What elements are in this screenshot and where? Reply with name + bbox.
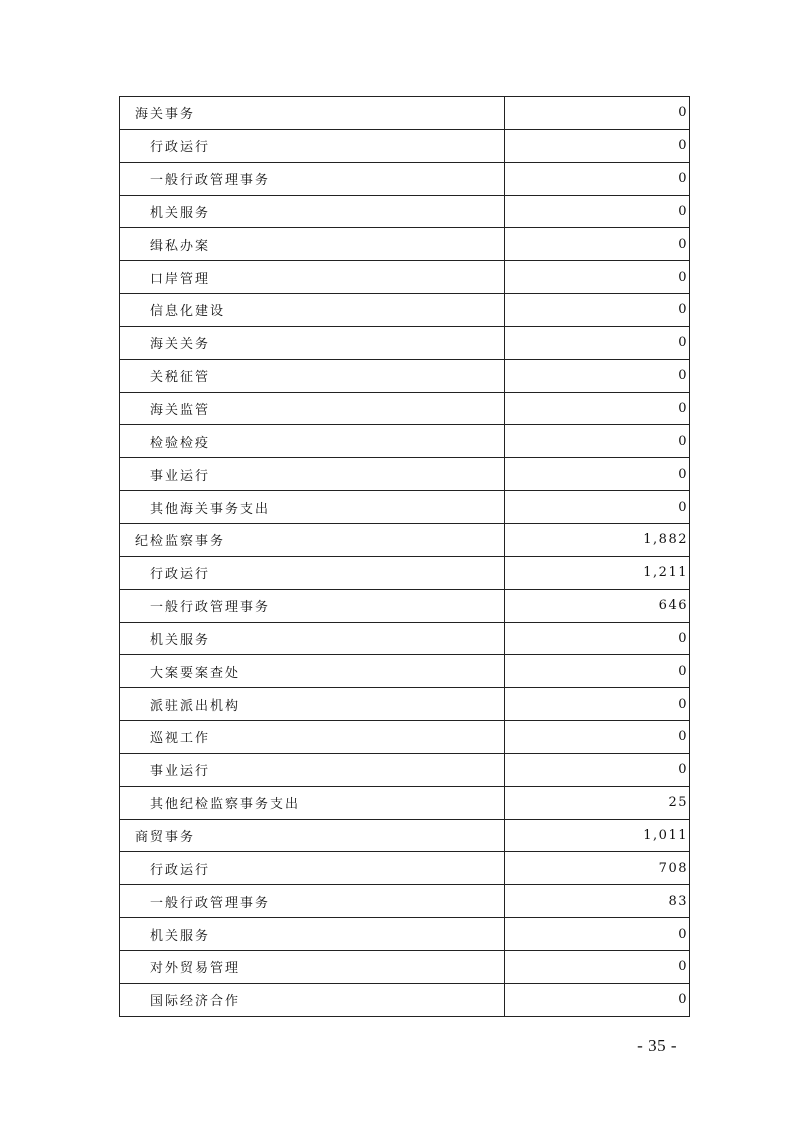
amount-cell: 0 [505, 294, 690, 327]
table-row [120, 425, 690, 458]
table-row [120, 523, 690, 556]
category-label: 纪检监察事务 [120, 523, 505, 556]
table-row [120, 97, 690, 130]
subcategory-label: 行政运行 [120, 129, 505, 162]
amount-cell: 83 [505, 885, 690, 918]
subcategory-label: 口岸管理 [120, 261, 505, 294]
subcategory-label: 事业运行 [120, 753, 505, 786]
table-row [120, 721, 690, 754]
amount-cell: 0 [505, 753, 690, 786]
subcategory-label: 其他纪检监察事务支出 [120, 786, 505, 819]
table-row [120, 589, 690, 622]
table-row [120, 852, 690, 885]
table-row [120, 786, 690, 819]
table-row [120, 162, 690, 195]
amount-cell: 1,011 [505, 819, 690, 852]
subcategory-label: 一般行政管理事务 [120, 589, 505, 622]
expenditure-table [119, 96, 690, 1017]
amount-cell: 0 [505, 458, 690, 491]
subcategory-label: 行政运行 [120, 556, 505, 589]
amount-cell: 0 [505, 326, 690, 359]
subcategory-label: 国际经济合作 [120, 983, 505, 1016]
amount-cell: 646 [505, 589, 690, 622]
amount-cell: 0 [505, 97, 690, 130]
table-row [120, 261, 690, 294]
table-row [120, 983, 690, 1016]
table-row [120, 359, 690, 392]
amount-cell: 0 [505, 721, 690, 754]
amount-cell: 0 [505, 983, 690, 1016]
subcategory-label: 海关监管 [120, 392, 505, 425]
subcategory-label: 事业运行 [120, 458, 505, 491]
subcategory-label: 派驻派出机构 [120, 688, 505, 721]
table-row [120, 556, 690, 589]
table-row [120, 950, 690, 983]
table-row [120, 228, 690, 261]
amount-cell: 0 [505, 195, 690, 228]
table-row [120, 885, 690, 918]
table-row [120, 129, 690, 162]
amount-cell: 0 [505, 129, 690, 162]
table-row [120, 753, 690, 786]
table-row [120, 195, 690, 228]
subcategory-label: 大案要案查处 [120, 655, 505, 688]
table-row [120, 491, 690, 524]
subcategory-label: 一般行政管理事务 [120, 162, 505, 195]
amount-cell: 0 [505, 425, 690, 458]
category-label: 海关事务 [120, 97, 505, 130]
table-row [120, 458, 690, 491]
amount-cell: 708 [505, 852, 690, 885]
subcategory-label: 巡视工作 [120, 721, 505, 754]
subcategory-label: 信息化建设 [120, 294, 505, 327]
table-row [120, 326, 690, 359]
table-row [120, 918, 690, 951]
subcategory-label: 海关关务 [120, 326, 505, 359]
subcategory-label: 机关服务 [120, 622, 505, 655]
category-label: 商贸事务 [120, 819, 505, 852]
amount-cell: 0 [505, 491, 690, 524]
subcategory-label: 行政运行 [120, 852, 505, 885]
page-number: - 35 - [637, 1036, 677, 1055]
amount-cell: 0 [505, 950, 690, 983]
amount-cell: 0 [505, 162, 690, 195]
amount-cell: 25 [505, 786, 690, 819]
subcategory-label: 其他海关事务支出 [120, 491, 505, 524]
subcategory-label: 检验检疫 [120, 425, 505, 458]
amount-cell: 0 [505, 918, 690, 951]
subcategory-label: 一般行政管理事务 [120, 885, 505, 918]
amount-cell: 0 [505, 622, 690, 655]
table-row [120, 819, 690, 852]
amount-cell: 1,882 [505, 523, 690, 556]
table-row [120, 392, 690, 425]
amount-cell: 0 [505, 228, 690, 261]
table-row [120, 688, 690, 721]
subcategory-label: 机关服务 [120, 918, 505, 951]
amount-cell: 1,211 [505, 556, 690, 589]
amount-cell: 0 [505, 688, 690, 721]
table-row [120, 622, 690, 655]
subcategory-label: 对外贸易管理 [120, 950, 505, 983]
amount-cell: 0 [505, 392, 690, 425]
amount-cell: 0 [505, 359, 690, 392]
subcategory-label: 机关服务 [120, 195, 505, 228]
subcategory-label: 关税征管 [120, 359, 505, 392]
expenditure-table-body [120, 97, 690, 1017]
amount-cell: 0 [505, 655, 690, 688]
table-row [120, 655, 690, 688]
amount-cell: 0 [505, 261, 690, 294]
subcategory-label: 缉私办案 [120, 228, 505, 261]
table-row [120, 294, 690, 327]
